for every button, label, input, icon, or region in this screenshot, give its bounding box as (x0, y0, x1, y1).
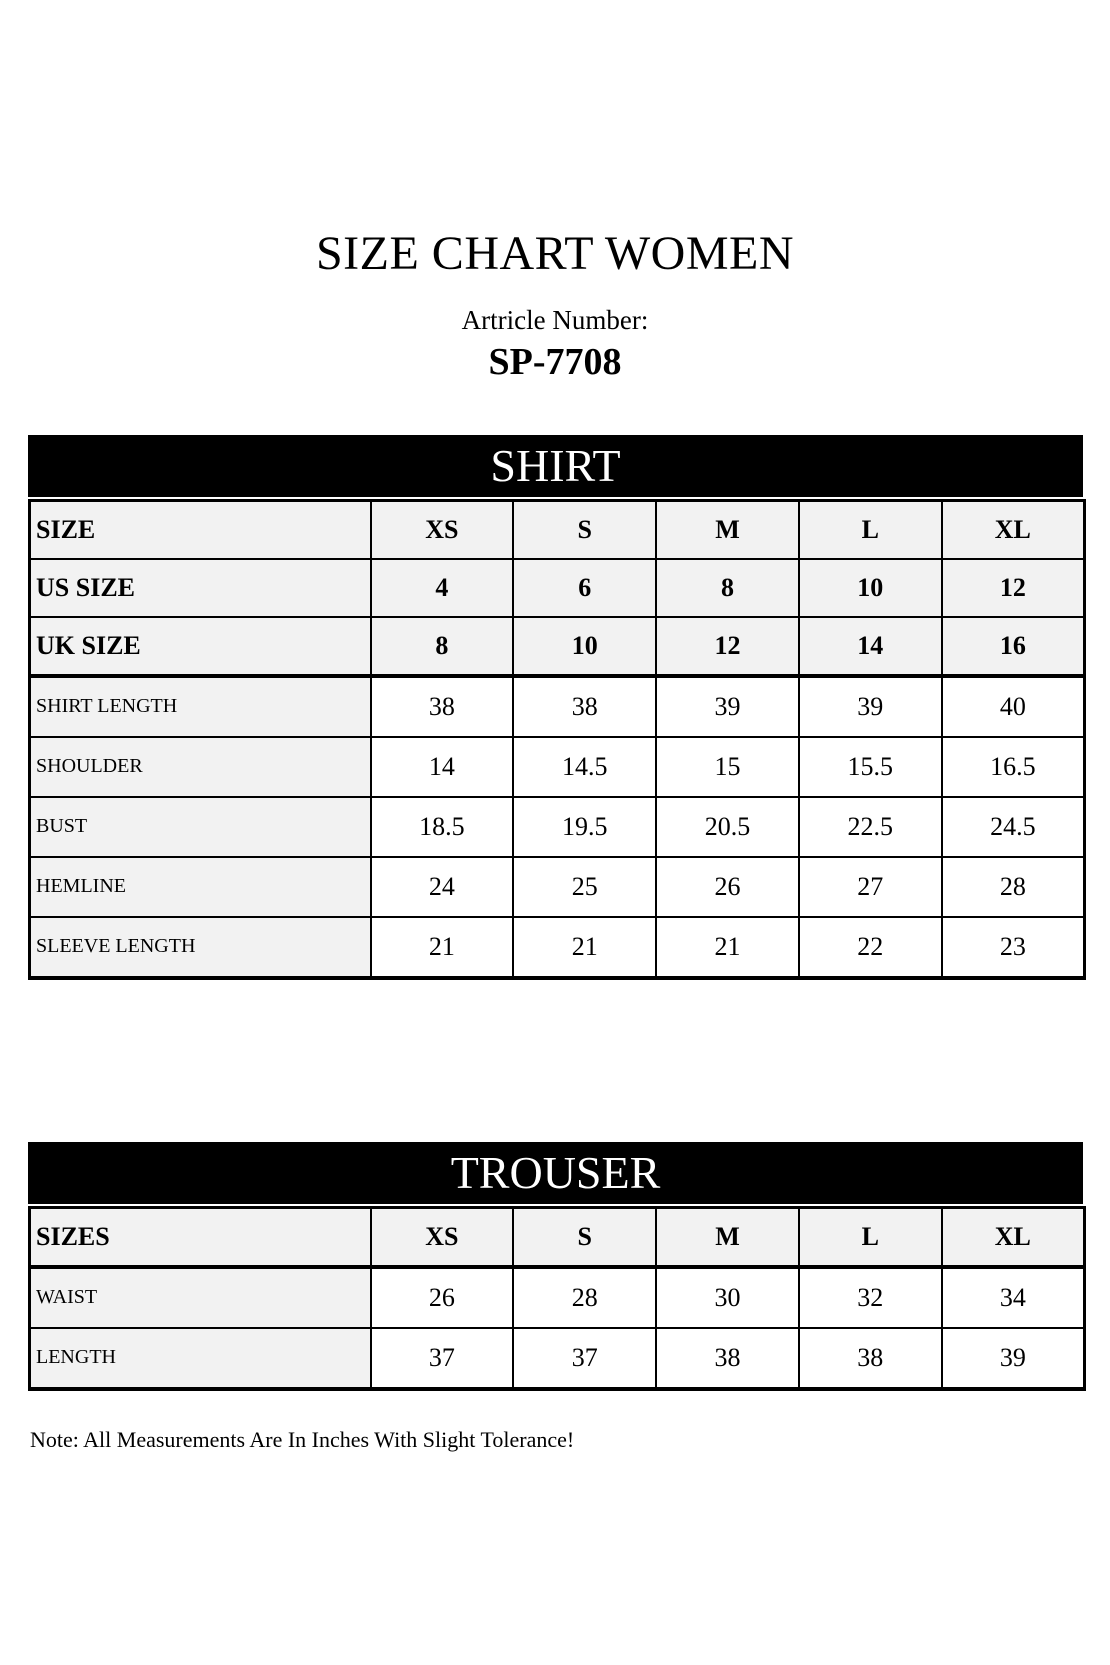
cell-value: 32 (799, 1267, 942, 1328)
cell-value: 23 (942, 917, 1085, 978)
cell-value: 10 (799, 559, 942, 617)
cell-value: L (799, 1207, 942, 1267)
cell-value: 39 (656, 676, 799, 737)
cell-value: 21 (371, 917, 514, 978)
cell-value: 39 (942, 1328, 1085, 1389)
cell-value: 37 (371, 1328, 514, 1389)
cell-value: 25 (513, 857, 656, 917)
table-row (30, 797, 1085, 857)
cell-value: 22.5 (799, 797, 942, 857)
row-label: SHIRT LENGTH (30, 676, 371, 737)
cell-value: S (513, 1207, 656, 1267)
cell-value: 37 (513, 1328, 656, 1389)
cell-value: 20.5 (656, 797, 799, 857)
row-label: SIZE (30, 500, 371, 559)
cell-value: 15 (656, 737, 799, 797)
cell-value: 16 (942, 617, 1085, 676)
note-text: Note: All Measurements Are In Inches With Slight Tolerance! (30, 1426, 575, 1452)
row-label: HEMLINE (30, 857, 371, 917)
article-number-value: SP-7708 (488, 340, 622, 383)
cell-value: 18.5 (371, 797, 514, 857)
cell-value: 8 (656, 559, 799, 617)
cell-value: 38 (371, 676, 514, 737)
shirt-table-grid (28, 499, 1086, 980)
cell-value: 21 (513, 917, 656, 978)
cell-value: 26 (656, 857, 799, 917)
cell-value: XS (371, 500, 514, 559)
cell-value: XL (942, 1207, 1085, 1267)
cell-value: S (513, 500, 656, 559)
cell-value: 14 (799, 617, 942, 676)
table-row (30, 1328, 1085, 1389)
cell-value: 6 (513, 559, 656, 617)
cell-value: 28 (513, 1267, 656, 1328)
row-label: SLEEVE LENGTH (30, 917, 371, 978)
cell-value: 26 (371, 1267, 514, 1328)
row-label: SIZES (30, 1207, 371, 1267)
cell-value: 12 (942, 559, 1085, 617)
article-number-label: Artricle Number: (461, 304, 649, 335)
cell-value: 28 (942, 857, 1085, 917)
table-row (30, 917, 1085, 978)
row-label: BUST (30, 797, 371, 857)
cell-value: 10 (513, 617, 656, 676)
cell-value: XL (942, 500, 1085, 559)
cell-value: 4 (371, 559, 514, 617)
cell-value: 34 (942, 1267, 1085, 1328)
cell-value: 19.5 (513, 797, 656, 857)
trouser-size-table (28, 1142, 1083, 1391)
cell-value: L (799, 500, 942, 559)
row-label: US SIZE (30, 559, 371, 617)
shirt-size-table (28, 435, 1083, 980)
cell-value: M (656, 1207, 799, 1267)
row-label: WAIST (30, 1267, 371, 1328)
cell-value: 22 (799, 917, 942, 978)
table-row (30, 857, 1085, 917)
cell-value: 24.5 (942, 797, 1085, 857)
table-row (30, 617, 1085, 676)
table-row (30, 1267, 1085, 1328)
cell-value: 38 (656, 1328, 799, 1389)
cell-value: 14 (371, 737, 514, 797)
row-label: LENGTH (30, 1328, 371, 1389)
cell-value: M (656, 500, 799, 559)
cell-value: 38 (799, 1328, 942, 1389)
cell-value: 8 (371, 617, 514, 676)
trouser-table-grid (28, 1206, 1086, 1391)
page-title: SIZE CHART WOMEN (315, 227, 794, 280)
cell-value: 39 (799, 676, 942, 737)
table-row (30, 500, 1085, 559)
cell-value: 27 (799, 857, 942, 917)
table-row (30, 737, 1085, 797)
cell-value: 16.5 (942, 737, 1085, 797)
cell-value: 30 (656, 1267, 799, 1328)
shirt-table-header: SHIRT (28, 435, 1083, 497)
cell-value: XS (371, 1207, 514, 1267)
table-row (30, 1207, 1085, 1267)
cell-value: 15.5 (799, 737, 942, 797)
row-label: SHOULDER (30, 737, 371, 797)
trouser-table-header: TROUSER (28, 1142, 1083, 1204)
table-row (30, 676, 1085, 737)
cell-value: 21 (656, 917, 799, 978)
cell-value: 14.5 (513, 737, 656, 797)
cell-value: 40 (942, 676, 1085, 737)
table-row (30, 559, 1085, 617)
row-label: UK SIZE (30, 617, 371, 676)
cell-value: 24 (371, 857, 514, 917)
cell-value: 12 (656, 617, 799, 676)
cell-value: 38 (513, 676, 656, 737)
